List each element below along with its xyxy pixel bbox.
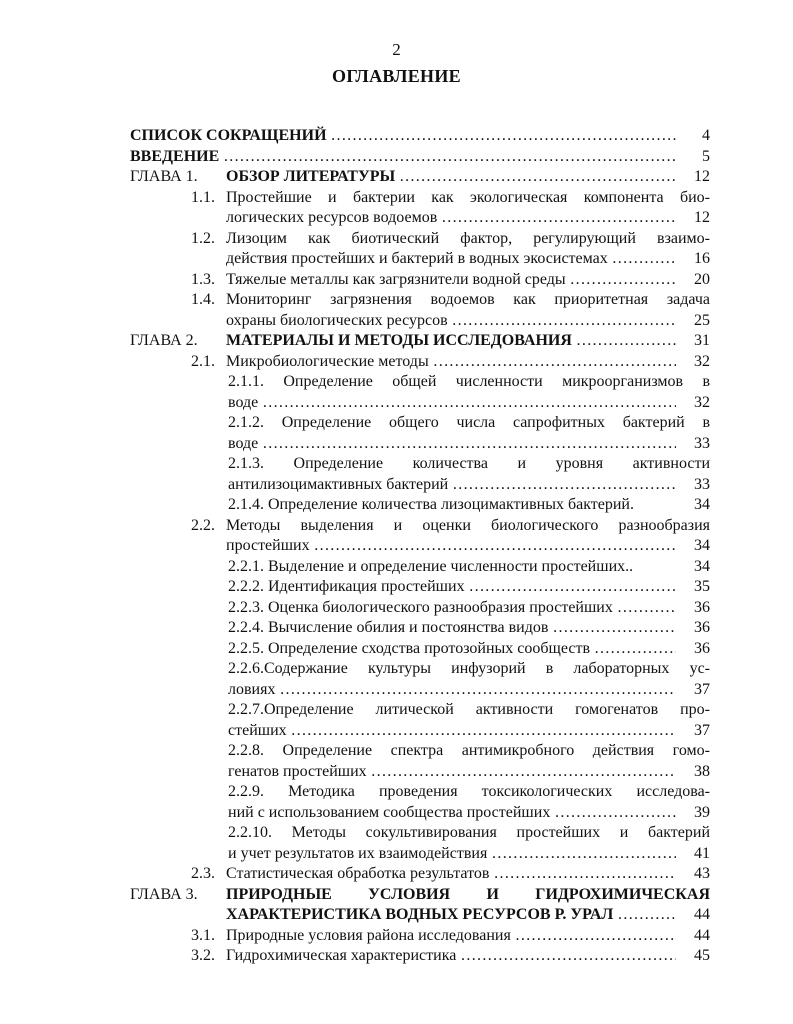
- toc-entry-ch1[interactable]: [0, 167, 793, 187]
- toc-entry-s1_2-line1[interactable]: [0, 229, 793, 249]
- toc-page-number: 37: [694, 680, 710, 698]
- toc-title: 2.1.1. Определение общей численности микроорганизмов в: [228, 373, 710, 390]
- toc-title: 2.1.2. Определение общего числа сапрофитных бактерий в: [228, 414, 710, 431]
- toc-page-number: 37: [694, 721, 710, 739]
- toc-entry-ch2[interactable]: [0, 331, 793, 351]
- toc-title: логических ресурсов водоемов ……………………………………………………………………………………………………………………: [226, 208, 676, 228]
- toc-title: ОБЗОР ЛИТЕРАТУРЫ ……………………………………………………………………………………………………………………: [226, 167, 676, 187]
- toc-entry-ch3-line1[interactable]: [0, 885, 793, 905]
- toc-page-number: 31: [694, 332, 710, 349]
- toc-page-number: 4: [702, 127, 710, 144]
- toc-title: ловиях ……………………………………………………………………………………………………………………: [228, 680, 676, 700]
- toc-title: 2.2.9. Методика проведения токсикологических исследова-: [228, 783, 710, 800]
- toc-page-number: 33: [694, 475, 710, 493]
- toc-page-number: 32: [694, 393, 710, 411]
- toc-entry-s1_1-line2[interactable]: [0, 208, 793, 228]
- toc-title: простейших ……………………………………………………………………………………………………………………: [226, 536, 676, 556]
- toc-entry-s2_2-line1[interactable]: [0, 516, 793, 536]
- toc-page-number: 41: [694, 844, 710, 862]
- toc-page-number: 16: [694, 250, 710, 267]
- toc-entry-s1_4-line1[interactable]: [0, 290, 793, 310]
- toc-number: ГЛАВА 1.: [130, 168, 198, 185]
- toc-entry-s2_2_6-line1[interactable]: [0, 659, 793, 679]
- toc-page-number: 44: [694, 926, 710, 944]
- toc-entry-s2_2_2[interactable]: [0, 577, 793, 597]
- toc-title: МАТЕРИАЛЫ И МЕТОДЫ ИССЛЕДОВАНИЯ ……………………………………………………………………………………………………………………: [226, 331, 676, 351]
- toc-entry-s2_2_8-line2[interactable]: [0, 762, 793, 782]
- toc-number: 2.3.: [191, 865, 215, 882]
- toc-entry-ch3-line2[interactable]: [0, 905, 793, 925]
- toc-number: 3.2.: [191, 947, 215, 964]
- toc-page-number: 34: [694, 537, 710, 554]
- toc-number: 3.1.: [191, 926, 215, 944]
- toc-title: 2.2.6.Содержание культуры инфузорий в лабораторных ус-: [228, 660, 710, 677]
- toc-entry-s2_1_4[interactable]: [0, 495, 793, 515]
- toc-title: 2.2.2. Идентификация простейших ……………………………………………………………………………………………………………………: [228, 577, 676, 597]
- toc-title: Методы выделения и оценки биологического разнообразия: [226, 516, 710, 534]
- toc-title: воде ……………………………………………………………………………………………………………………: [228, 393, 676, 413]
- toc-entry-s2_2_9-line2[interactable]: [0, 803, 793, 823]
- toc-title: ПРИРОДНЫЕ УСЛОВИЯ И ГИДРОХИМИЧЕСКАЯ: [226, 885, 710, 903]
- toc-title: воде ……………………………………………………………………………………………………………………: [228, 434, 676, 454]
- toc-page-number: 38: [694, 762, 710, 780]
- toc-entry-s2_2_7-line1[interactable]: [0, 700, 793, 720]
- toc-entry-s2_2_4[interactable]: [0, 618, 793, 638]
- toc-page-number: 12: [694, 168, 710, 185]
- toc-page-number: 32: [694, 352, 710, 370]
- toc-title: 2.2.8. Определение спектра антимикробного действия гомо-: [228, 742, 710, 759]
- toc-title: Гидрохимическая характеристика ……………………………………………………………………………………………………………………: [226, 946, 676, 966]
- toc-title: Мониторинг загрязнения водоемов как приоритетная задача: [226, 291, 710, 308]
- toc-title: 2.2.4. Вычисление обилия и постоянства видов ……………………………………………………………………………………………………………………: [228, 618, 676, 638]
- toc-title: 2.2.5. Определение сходства протозойных сообществ ……………………………………………………………………………………………………………………: [228, 639, 676, 659]
- toc-number: ГЛАВА 2.: [130, 332, 198, 349]
- toc-title: 2.2.7.Определение литической активности гомогенатов про-: [228, 701, 710, 718]
- page-title: ОГЛАВЛЕНИЕ: [332, 66, 461, 86]
- toc-entry-s2_1_3-line2[interactable]: [0, 475, 793, 495]
- toc-page-number: 34: [694, 557, 710, 575]
- toc-number: 1.3.: [191, 270, 215, 288]
- toc-page-number: 34: [694, 496, 710, 513]
- toc-title: Простейшие и бактерии как экологическая компонента био-: [226, 188, 710, 206]
- toc-number: ГЛАВА 3.: [130, 885, 198, 903]
- toc-entry-abbr[interactable]: [0, 126, 793, 146]
- toc-title: стейших ……………………………………………………………………………………………………………………: [228, 721, 676, 741]
- toc-page-number: 36: [694, 639, 710, 657]
- toc-entry-s1_2-line2[interactable]: [0, 249, 793, 269]
- toc-number: 2.1.: [191, 352, 215, 370]
- toc-entry-s2_2_6-line2[interactable]: [0, 680, 793, 700]
- toc-title: охраны биологических ресурсов ……………………………………………………………………………………………………………………: [226, 311, 676, 331]
- toc-title: антилизоцимактивных бактерий ……………………………………………………………………………………………………………………: [228, 475, 676, 495]
- toc-page-number: 45: [694, 947, 710, 964]
- toc-page-number: 12: [694, 209, 710, 226]
- toc-page-number: 39: [694, 803, 710, 821]
- toc-entry-s2_2_10-line2[interactable]: [0, 844, 793, 864]
- toc-title: Лизоцим как биотический фактор, регулирующий взаимо-: [226, 229, 710, 247]
- toc-entry-s2_1_2-line2[interactable]: [0, 434, 793, 454]
- toc-entry-s1_4-line2[interactable]: [0, 311, 793, 331]
- toc-entry-s2_2_1[interactable]: [0, 557, 793, 577]
- toc-entry-s2_2_10-line1[interactable]: [0, 823, 793, 843]
- toc-title: действия простейших и бактерий в водных экосистемах ……………………………………………………………………………………………………………………: [226, 249, 676, 269]
- toc-title: СПИСОК СОКРАЩЕНИЙ ……………………………………………………………………………………………………………………: [130, 126, 676, 146]
- toc-entry-intro[interactable]: [0, 147, 793, 167]
- toc-entry-s2_1_2-line1[interactable]: [0, 413, 793, 433]
- toc-title: ВВЕДЕНИЕ ……………………………………………………………………………………………………………………: [130, 147, 676, 167]
- toc-title: Тяжелые металлы как загрязнители водной среды ……………………………………………………………………………………………………………………: [226, 270, 676, 290]
- toc-page-number: 20: [694, 270, 710, 288]
- toc-entry-s2_2_7-line2[interactable]: [0, 721, 793, 741]
- toc-number: 1.2.: [191, 229, 215, 247]
- toc-entry-s1_3[interactable]: [0, 270, 793, 290]
- toc-page-number: 25: [694, 311, 710, 329]
- toc-entry-s2_2_9-line1[interactable]: [0, 782, 793, 802]
- toc-entry-s2_1_1-line1[interactable]: [0, 372, 793, 392]
- page-number: 2: [392, 40, 401, 59]
- toc-entry-s3_1[interactable]: [0, 926, 793, 946]
- toc-title: 2.2.10. Методы сокультивирования простейших и бактерий: [228, 824, 710, 841]
- toc-entry-s2_2_3[interactable]: [0, 598, 793, 618]
- toc-title: и учет результатов их взаимодействия ……………………………………………………………………………………………………………………: [228, 844, 676, 864]
- toc-number: 1.4.: [191, 291, 215, 308]
- toc-title: Микробиологические методы ……………………………………………………………………………………………………………………: [226, 352, 676, 372]
- toc-entry-s2_3[interactable]: [0, 864, 793, 884]
- toc-title: ХАРАКТЕРИСТИКА ВОДНЫХ РЕСУРСОВ Р. УРАЛ ……………………………………………………………………………………………………………………: [226, 905, 676, 925]
- toc-title: 2.2.1. Выделение и определение численности простейших..: [228, 557, 634, 575]
- toc-title: ний с использованием сообщества простейших ……………………………………………………………………………………………………………………: [228, 803, 676, 823]
- toc-page-number: 43: [694, 865, 710, 882]
- toc-entry-s2_2-line2[interactable]: [0, 536, 793, 556]
- toc-entry-s2_2_8-line1[interactable]: [0, 741, 793, 761]
- toc-page-number: 36: [694, 598, 710, 616]
- toc-title: генатов простейших ……………………………………………………………………………………………………………………: [228, 762, 676, 782]
- toc-entry-s2_1_1-line2[interactable]: [0, 393, 793, 413]
- toc-title: 2.1.4. Определение количества лизоцимактивных бактерий.: [228, 496, 634, 513]
- toc-entry-s1_1-line1[interactable]: [0, 188, 793, 208]
- toc-page-number: 35: [694, 578, 710, 595]
- toc-entry-s3_2[interactable]: [0, 946, 793, 966]
- toc-title: 2.2.3. Оценка биологического разнообразия простейших ……………………………………………………………………………………………………………………: [228, 598, 676, 618]
- toc-number: 2.2.: [191, 516, 215, 534]
- toc-number: 1.1.: [191, 188, 215, 206]
- toc-title: 2.1.3. Определение количества и уровня активности: [228, 455, 710, 472]
- toc-entry-s2_1_3-line1[interactable]: [0, 454, 793, 474]
- toc-page-number: 33: [694, 434, 710, 452]
- toc-title: Статистическая обработка результатов ……………………………………………………………………………………………………………………: [226, 864, 676, 884]
- toc-entry-s2_1[interactable]: [0, 352, 793, 372]
- toc-title: Природные условия района исследования ……………………………………………………………………………………………………………………: [226, 926, 676, 946]
- toc-entry-s2_2_5[interactable]: [0, 639, 793, 659]
- toc-page-number: 36: [694, 619, 710, 636]
- toc-page-number: 5: [702, 147, 710, 165]
- toc-page-number: 44: [694, 906, 710, 923]
